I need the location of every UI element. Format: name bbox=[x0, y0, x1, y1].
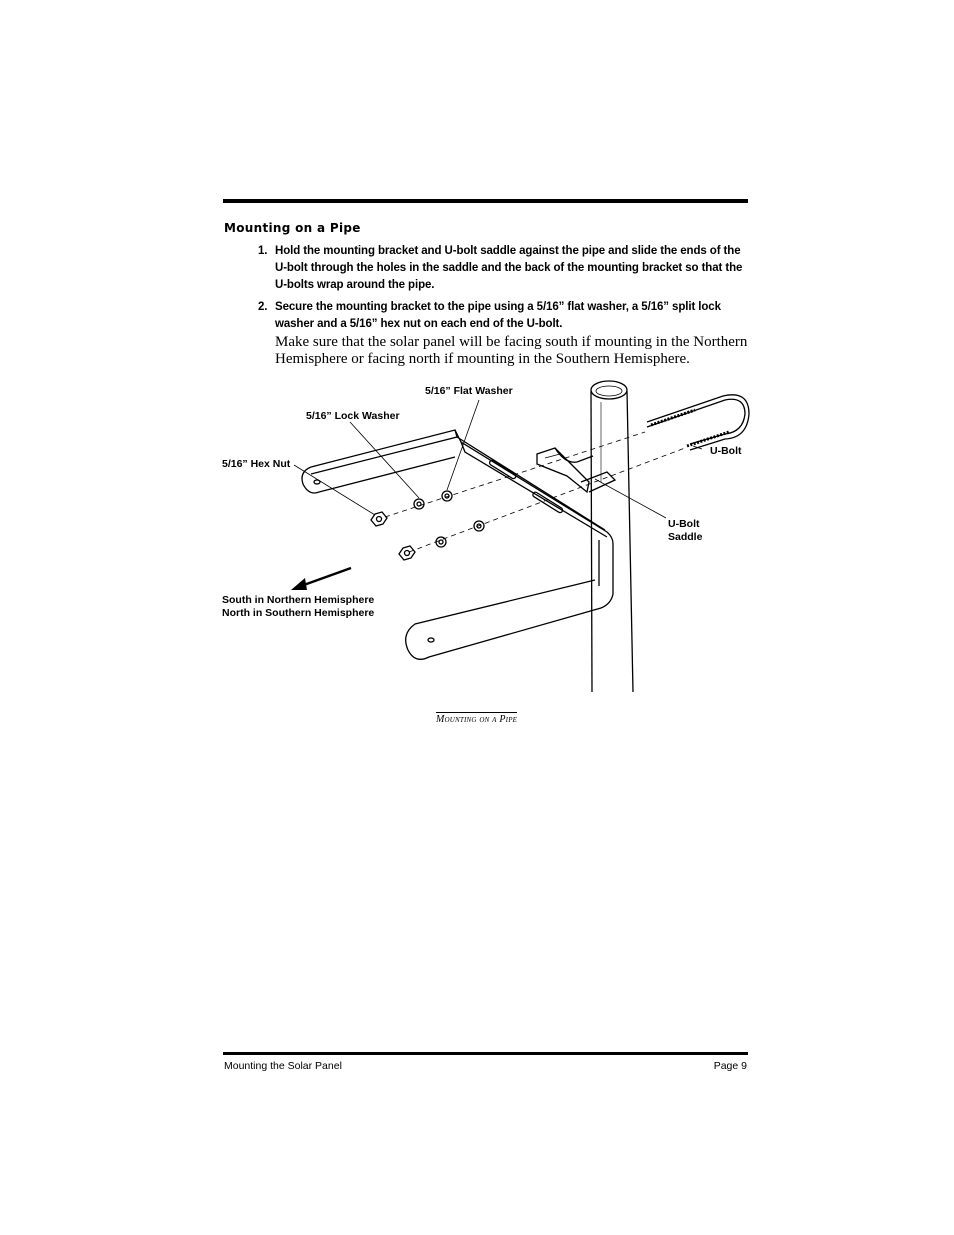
hardware-illustration bbox=[371, 491, 484, 560]
u-bolt-saddle-label-line2: Saddle bbox=[668, 531, 703, 543]
orientation-note: Make sure that the solar panel will be facing south if mounting in the Northern Hemisphere or facing north if mounting in the Southern Hemisphere. bbox=[275, 334, 748, 367]
bottom-rule bbox=[223, 1052, 748, 1055]
step-number: 2. bbox=[258, 301, 268, 313]
hex-nut-label: 5/16” Hex Nut bbox=[222, 458, 291, 470]
figure-caption: Mounting on a Pipe bbox=[436, 714, 518, 725]
step-1 bbox=[258, 243, 748, 294]
pipe-illustration bbox=[591, 381, 633, 692]
footer-chapter-title: Mounting the Solar Panel bbox=[224, 1060, 342, 1072]
direction-label-line2: North in Southern Hemisphere bbox=[222, 607, 375, 619]
instruction-steps bbox=[258, 243, 748, 333]
mounting-diagram bbox=[215, 372, 755, 697]
mounting-diagram-svg bbox=[215, 372, 755, 697]
flat-washer-label: 5/16” Flat Washer bbox=[425, 385, 513, 397]
top-rule bbox=[223, 199, 748, 203]
direction-label-line1: South in Northern Hemisphere bbox=[222, 594, 375, 606]
step-text: Hold the mounting bracket and U-bolt saddle against the pipe and slide the ends of the U-bolt through the holes in the saddle and the back of the mounting bracket so that the U-bolts wrap around the pipe. bbox=[275, 245, 743, 291]
footer-page-number: Page 9 bbox=[713, 1060, 747, 1072]
step-2 bbox=[258, 299, 748, 333]
u-bolt-saddle-label: U-Bolt bbox=[668, 518, 700, 530]
mounting-bracket-illustration bbox=[302, 430, 613, 659]
step-number: 1. bbox=[258, 245, 268, 257]
step-text: Secure the mounting bracket to the pipe using a 5/16” flat washer, a 5/16” split lock washer and a 5/16” hex nut on each end of the U-bolt. bbox=[275, 301, 721, 330]
u-bolt-label: U-Bolt bbox=[710, 445, 742, 457]
direction-arrow-icon bbox=[291, 568, 351, 590]
lock-washer-label: 5/16” Lock Washer bbox=[306, 410, 400, 422]
section-title: Mounting on a Pipe bbox=[224, 221, 361, 235]
u-bolt-illustration bbox=[647, 395, 749, 450]
